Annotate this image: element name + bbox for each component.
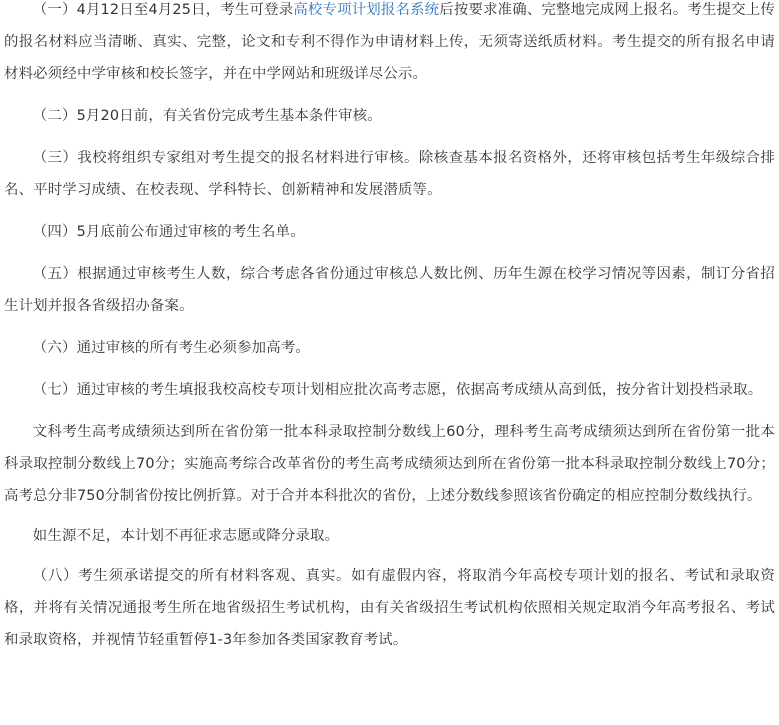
paragraph-step-1-text-after: 后按要求准确、完整地完成网上报名。考生提交上传的报名材料应当清晰、真实、完整，论文和专利不得作为申请材料上传，无须寄送纸质材料。考生提交的所有报名申请材料必须经中学审核和校长签字，并在中学网站和班级详尽公示。 [4, 2, 775, 82]
paragraph-step-8: （八）考生须承诺提交的所有材料客观、真实。如有虚假内容，将取消今年高校专项计划的报名、考试和录取资格，并将有关情况通报考生所在地省级招生考试机构，由有关省级招生考试机构依照相关规定取消今年高考报名、考试和录取资格，并视情节轻重暂停1-3年参加各类国家教育考试。 [4, 568, 775, 648]
registration-system-link[interactable]: 高校专项计划报名系统 [293, 2, 440, 18]
paragraph-step-3: （三）我校将组织专家组对考生提交的报名材料进行审核。除核查基本报名资格外，还将审核包括考生年级综合排名、平时学习成绩、在校表现、学科特长、创新精神和发展潜质等。 [4, 150, 775, 198]
paragraph-step-1 [4, 0, 775, 90]
paragraph-step-7: （七）通过审核的考生填报我校高校专项计划相应批次高考志愿，依据高考成绩从高到低，按分省计划投档录取。 [32, 382, 763, 398]
paragraph-step-1-text-before: （一）4月12日至4月25日，考生可登录 [32, 2, 294, 18]
paragraph-step-4: （四）5月底前公布通过审核的考生名单。 [32, 224, 305, 240]
paragraph-step-5: （五）根据通过审核考生人数，综合考虑各省份通过审核总人数比例、历年生源在校学习情况等因素，制订分省招生计划并报各省级招办备案。 [4, 266, 775, 314]
paragraph-score-requirements: 文科考生高考成绩须达到所在省份第一批本科录取控制分数线上60分，理科考生高考成绩须达到所在省份第一批本科录取控制分数线上70分；实施高考综合改革省份的考生高考成绩须达到所在省份第一批本科录取控制分数线上70分；高考总分非750分制省份按比例折算。对于合并本科批次的省份，上述分数线参照该省份确定的相应控制分数线执行。 [4, 424, 775, 504]
paragraph-insufficient-applicants: 如生源不足，本计划不再征求志愿或降分录取。 [32, 528, 340, 544]
paragraph-step-2: （二）5月20日前，有关省份完成考生基本条件审核。 [32, 108, 382, 124]
paragraph-step-6: （六）通过审核的所有考生必须参加高考。 [32, 340, 311, 356]
